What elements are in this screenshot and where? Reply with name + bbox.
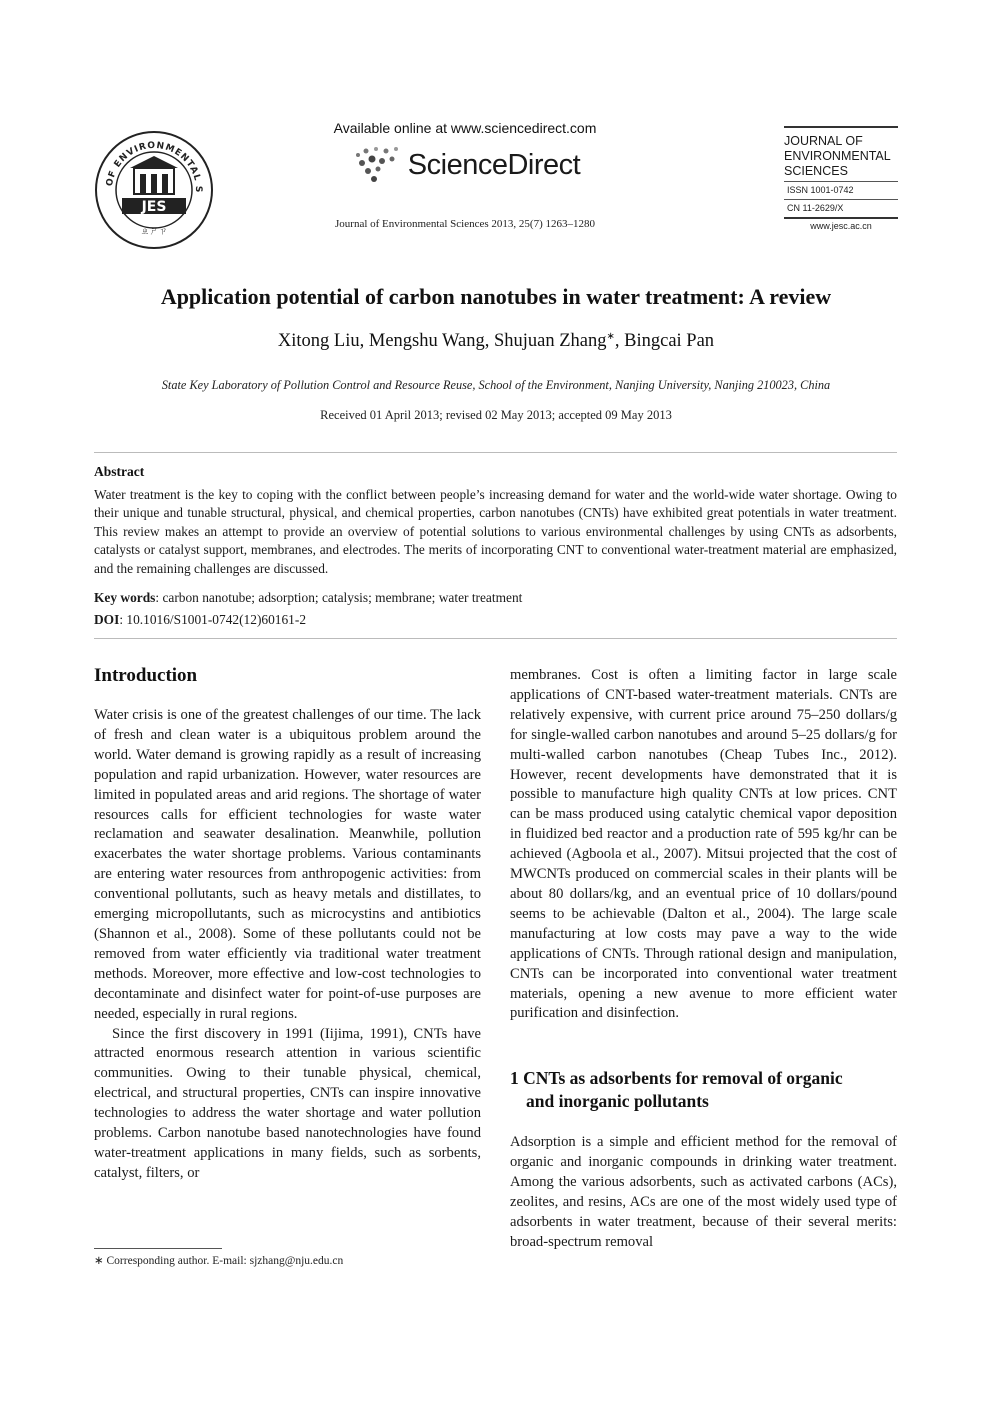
jes-logo [92, 128, 216, 252]
keywords-value: : carbon nanotube; adsorption; catalysis; membrane; water treatment [155, 590, 523, 605]
section-1-body [510, 1133, 897, 1252]
footnote: ∗ Corresponding author. E-mail: sjzhang@nju.edu.cn [94, 1255, 344, 1267]
sciencedirect-dots-icon [350, 145, 402, 185]
introduction-heading: Introduction [94, 665, 198, 686]
journal-url: www.jesc.ac.cn [810, 221, 872, 231]
keywords-label: Key words [94, 590, 156, 605]
section-1-heading [510, 1067, 900, 1113]
logo-ring-text: OF ENVIRONMENTAL S [105, 140, 204, 194]
sciencedirect-block [305, 120, 625, 230]
affiliation: State Key Laboratory of Pollution Control and Resource Reuse, School of the Environment, Nanjing University, Nanjing 210023, China [161, 378, 831, 392]
section-1-paragraph-1: Adsorption is a simple and efficient method for the removal of organic and inorganic compounds in drinking water treatment. Among the various adsorbents, such as activated carbons (ACs), zeolites, and resins, ACs are one of the most widely used type of adsorbents in water treatment, because of their several merits: broad-spectrum removal [510, 1134, 897, 1250]
left-column [94, 706, 481, 1184]
section-1-heading-line-1: 1 CNTs as adsorbents for removal of organic [510, 1068, 843, 1088]
sciencedirect-wordmark: ScienceDirect [407, 148, 581, 181]
abstract-heading: Abstract [94, 464, 145, 479]
journal-info-box [784, 126, 898, 231]
logo-jes-text: JES [141, 199, 167, 215]
journal-reference: Journal of Environmental Sciences 2013, 25(7) 1263–1280 [335, 218, 595, 230]
journal-title-line-3: SCIENCES [784, 164, 848, 178]
corresponding-mark: ∗ [606, 331, 615, 342]
doi-label: DOI [94, 612, 120, 627]
author-list [90, 331, 902, 352]
received-dates: Received 01 April 2013; revised 02 May 2013; accepted 09 May 2013 [320, 408, 672, 422]
article-title: Application potential of carbon nanotubes in water treatment: A review [160, 284, 832, 309]
intro-paragraph-2: Since the first discovery in 1991 (Iijima, 1991), CNTs have attracted enormous research attention in various scientific communities. Owing to their tunable physical, chemical, electrical, and structural properties, CNTs can inspire innovative technologies to address the water shortage and water pollution problems. Carbon nanotube based nanotechnologies have found water-treatment applications in many fields, such as sorbents, catalyst, filters, or [94, 1025, 481, 1181]
abstract-text: Water treatment is the key to coping with the conflict between people’s increasing demand for water and the world-wide water shortage. Owing to their unique and tunable structural, physical, and chemical properties, carbon nanotubes (CNTs) have exhibited great potentials in water treatment. This review makes an attempt to provide an overview of potential solutions to various environmental challenges by using CNTs as adsorbents, catalysts or catalyst support, membranes, and electrodes. The merits of incorporating CNT to conventional water-treatment material are emphasized, and the remaining challenges are discussed. [94, 487, 897, 576]
cn-text: CN 11-2629/X [787, 203, 844, 213]
keywords-line [94, 590, 522, 606]
available-online-text: Available online at www.sciencedirect.com [333, 120, 597, 136]
logo-bottom-text: ㄓㄕㄗ [140, 227, 168, 237]
journal-title-line-1: JOURNAL OF [784, 134, 863, 148]
intro-paragraph-1: Water crisis is one of the greatest challenges of our time. The lack of fresh and clean water is a ubiquitous problem around the world. Water demand is growing rapidly as a result of increasing population and rapid urbanization. However, water resources are limited in populated areas and arid regions. The shortage of water resources calls for efficient technologies for waste water reclamation and seawater desalination. Meanwhile, pollution exacerbates the water shortage problems. Various contaminants are entering water resources from anthropogenic activities: from conventional pollutants, such as heavy metals and distillates, to emerging micropollutants, such as microcystins and antibiotics (Shannon et al., 2008). Some of these pollutants could not be removed from water efficiently via traditional water treatment methods. Moreover, more effective and low-cost technologies to decontaminate and disinfect water for point-of-use purposes are needed, especially in rural regions. [94, 707, 481, 1022]
section-1-heading-line-2: and inorganic pollutants [526, 1091, 709, 1111]
doi-value: : 10.1016/S1001-0742(12)60161-2 [119, 612, 307, 627]
right-column [510, 666, 897, 1024]
divider-bottom [94, 638, 897, 639]
footnote-rule [94, 1248, 222, 1249]
divider-top [94, 452, 897, 453]
right-paragraph-1: membranes. Cost is often a limiting factor in large scale applications of CNT-based water-treatment materials. CNTs are relatively expensive, with current price around 75–250 dollars/g for single-walled carbon nanotubes and around 5–25 dollars/g for multi-walled carbon nanotubes (Cheap Tubes Inc., 2012). However, recent developments have demonstrated that it is possible to manufacture high quality CNTs at low prices. CNT can be mass produced using catalytic chemical vapor deposition in fluidized bed reactor and a production rate of 595 kg/hr can be achieved (Agboola et al., 2007). Mitsui projected that the cost of MWCNTs produced on commercial scales in their plants will be about 80 dollars/kg, and an eventual price of 10 dollars/pound seems to be achievable (Dalton et al., 2004). The large scale manufacturing at low costs may pave a way to the wide applications of CNTs. Through rational design and manipulation, CNTs can be incorporated into conventional water treatment materials, opening a new avenue to more efficient water purification and disinfection. [510, 667, 897, 1022]
authors-tail: , Bingcai Pan [614, 331, 715, 352]
journal-title-line-2: ENVIRONMENTAL [784, 149, 891, 163]
authors-main: Xitong Liu, Mengshu Wang, Shujuan Zhang [277, 331, 607, 352]
issn-text: ISSN 1001-0742 [787, 185, 854, 195]
doi-line [94, 612, 306, 628]
sciencedirect-logo [305, 142, 625, 188]
